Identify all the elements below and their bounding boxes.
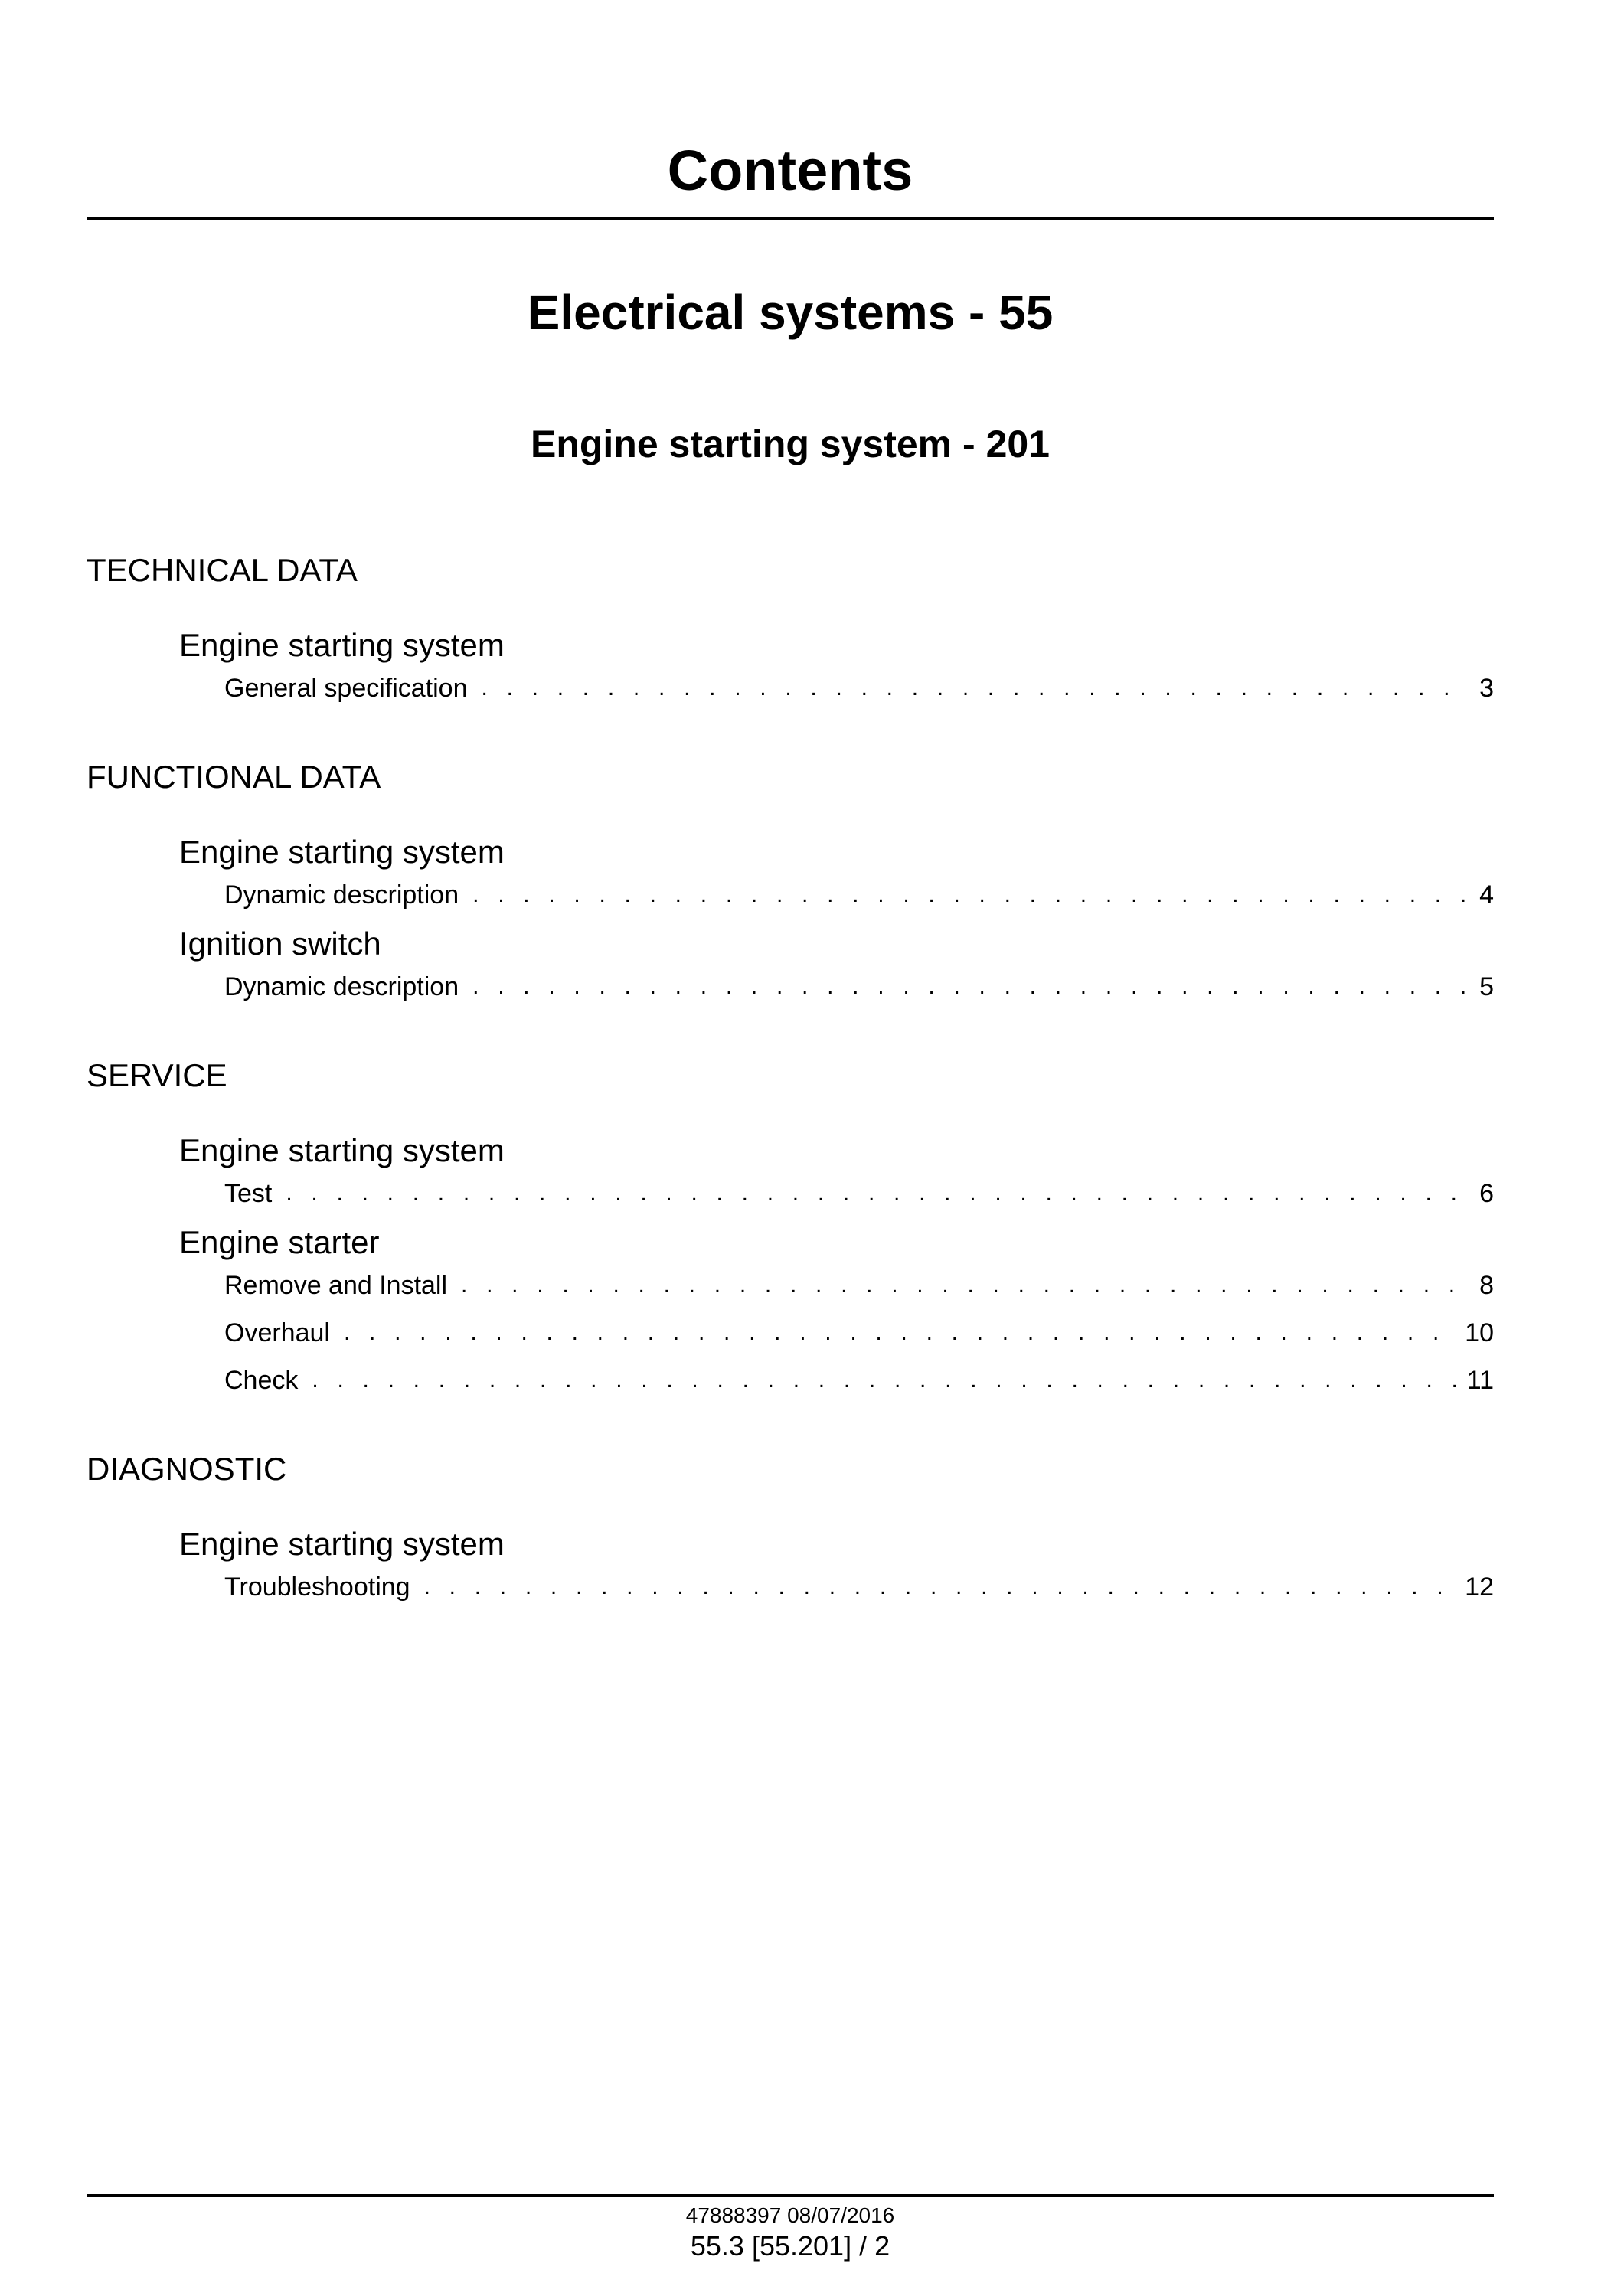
dot-leader (472, 969, 1469, 1004)
dot-leader (482, 671, 1469, 706)
toc-entry[interactable] (224, 877, 1494, 913)
dot-leader (472, 877, 1469, 913)
toc-entry[interactable] (224, 1363, 1494, 1398)
toc-entry-label: Check (224, 1366, 299, 1395)
toc-entry[interactable] (224, 1176, 1494, 1211)
toc-entry[interactable] (224, 1569, 1494, 1605)
table-of-contents (87, 551, 1494, 1657)
toc-topic: Engine starting system (179, 834, 505, 870)
toc-topic: Engine starting system (179, 1526, 505, 1562)
toc-entry-page: 3 (1479, 674, 1494, 703)
toc-entry-label: General specification (224, 674, 468, 703)
dot-leader (286, 1176, 1469, 1211)
toc-group-service (87, 1057, 1494, 1398)
toc-entry-page: 5 (1479, 972, 1494, 1001)
section-title: Electrical systems - 55 (527, 285, 1054, 340)
toc-category: DIAGNOSTIC (87, 1451, 287, 1487)
dot-leader (424, 1569, 1455, 1605)
toc-entry-page: 6 (1479, 1179, 1494, 1208)
toc-topic: Ignition switch (179, 926, 381, 962)
toc-entry-page: 11 (1466, 1366, 1494, 1395)
page-title: Contents (667, 139, 913, 202)
dot-leader (344, 1315, 1454, 1350)
toc-entry[interactable] (224, 671, 1494, 706)
footer-doc-ref: 47888397 08/07/2016 (685, 2203, 895, 2227)
toc-topic: Engine starter (179, 1224, 380, 1260)
footer-page-ref: 55.3 [55.201] / 2 (690, 2230, 890, 2262)
toc-topic: Engine starting system (179, 1132, 505, 1168)
toc-entry[interactable] (224, 1315, 1494, 1350)
toc-entry-label: Dynamic description (224, 880, 459, 910)
subsection-title: Engine starting system - 201 (530, 423, 1050, 465)
toc-entry-label: Overhaul (224, 1318, 330, 1347)
dot-leader (461, 1268, 1469, 1303)
toc-category: SERVICE (87, 1057, 227, 1093)
toc-entry-label: Dynamic description (224, 972, 459, 1001)
toc-group-functional-data (87, 758, 1494, 1004)
toc-entry[interactable] (224, 1268, 1494, 1303)
toc-entry-page: 8 (1479, 1271, 1494, 1300)
toc-topic: Engine starting system (179, 627, 505, 663)
toc-entry-label: Remove and Install (224, 1271, 448, 1300)
footer-divider (87, 2194, 1494, 2197)
toc-group-diagnostic (87, 1450, 1494, 1605)
toc-entry-page: 10 (1465, 1318, 1494, 1347)
title-divider (87, 217, 1494, 220)
toc-entry-label: Test (224, 1179, 273, 1208)
toc-entry-page: 4 (1479, 880, 1494, 910)
toc-group-technical-data (87, 551, 1494, 706)
toc-category: FUNCTIONAL DATA (87, 759, 381, 795)
toc-entry-page: 12 (1465, 1573, 1494, 1602)
toc-category: TECHNICAL DATA (87, 552, 358, 588)
toc-entry[interactable] (224, 969, 1494, 1004)
dot-leader (312, 1363, 1456, 1398)
toc-entry-label: Troubleshooting (224, 1573, 410, 1602)
